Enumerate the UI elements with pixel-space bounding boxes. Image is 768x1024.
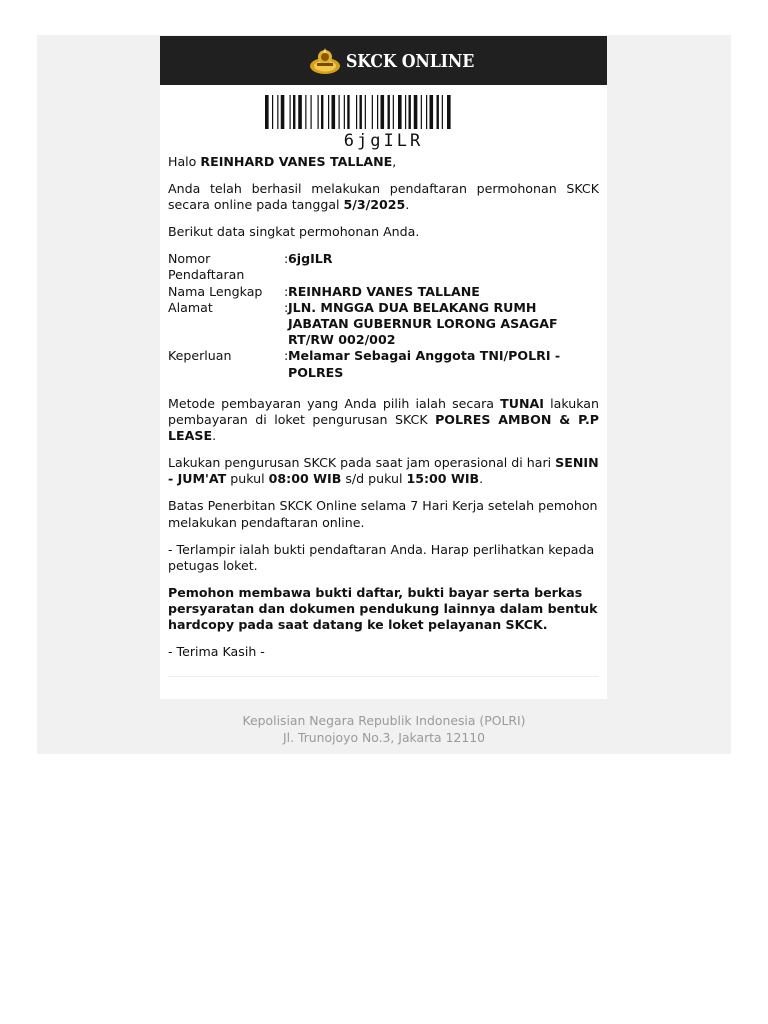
deadline-paragraph: Batas Penerbitan SKCK Online selama 7 Hari Kerja setelah pemohon melakukan pendaftaran online.: [168, 498, 598, 530]
operating-days: SENIN - JUM'AT: [168, 455, 599, 487]
divider: [168, 676, 599, 677]
barcode-value: 6jgILR: [343, 131, 424, 151]
detail-label: Nama Lengkap: [168, 283, 263, 299]
payment-method: TUNAI: [500, 395, 544, 411]
closing-text: - Terima Kasih -: [168, 644, 265, 660]
notice-paragraph: Pemohon membawa bukti daftar, bukti bayar serta berkas persyaratan dan dokumen pendukung lainnya dalam bentuk hardcopy pada saat datang ke loket pelayanan SKCK.: [168, 584, 598, 633]
detail-value: REINHARD VANES TALLANE: [288, 283, 480, 299]
detail-label: Nomor Pendaftaran: [168, 251, 245, 283]
attached-paragraph: - Terlampir ialah bukti pendaftaran Anda. Harap perlihatkan kepada petugas loket.: [168, 541, 595, 573]
email-body: [168, 154, 599, 671]
email-footer: [37, 713, 731, 746]
payment-paragraph: Metode pembayaran yang Anda pilih ialah secara TUNAI lakukan pembayaran di loket pengurusan SKCK POLRES AMBON & P.P LEASE.: [168, 395, 599, 444]
footer-address: Jl. Trunojoyo No.3, Jakarta 12110: [282, 729, 485, 745]
detail-label: Alamat: [168, 299, 213, 315]
barcode-icon: [265, 95, 503, 129]
skck-logo: [308, 46, 492, 76]
hours-paragraph: Lakukan pengurusan SKCK pada saat jam operasional di hari SENIN - JUM'AT pukul 08:00 WIB s/d pukul 15:00 WIB.: [168, 455, 599, 487]
closing-time: 15:00 WIB: [406, 471, 480, 487]
logo-text: SKCK ONLINE: [346, 50, 475, 72]
payment-office: POLRES AMBON & P.P LEASE: [168, 412, 599, 444]
detail-value: Melamar Sebagai Anggota TNI/POLRI - POLRES: [288, 348, 561, 380]
footer-organization: Kepolisian Negara Republik Indonesia (POLRI): [242, 713, 526, 728]
detail-label: Keperluan: [168, 348, 232, 364]
applicant-name: REINHARD VANES TALLANE: [200, 154, 393, 169]
registration-date: 5/3/2025: [343, 197, 406, 213]
detail-row: Nama Lengkap : REINHARD VANES TALLANE: [168, 284, 599, 300]
summary-intro: Berikut data singkat permohonan Anda.: [168, 224, 420, 240]
email-background: [37, 35, 731, 754]
detail-row: Nomor Pendaftaran : 6jgILR: [168, 251, 599, 283]
email-card: [160, 36, 607, 699]
intro-paragraph: Anda telah berhasil melakukan pendaftaran permohonan SKCK secara online pada tanggal 5/3/2025.: [168, 181, 599, 213]
email-header: [160, 36, 607, 85]
detail-row: Alamat : JLN. MNGGA DUA BELAKANG RUMH JABATAN GUBERNUR LORONG ASAGAF RT/RW 002/002: [168, 300, 599, 349]
detail-value: 6jgILR: [288, 251, 333, 267]
detail-value: JLN. MNGGA DUA BELAKANG RUMH JABATAN GUBERNUR LORONG ASAGAF RT/RW 002/002: [288, 299, 558, 348]
registration-details: [168, 251, 599, 381]
polri-emblem-icon: [308, 46, 342, 76]
detail-row: Keperluan : Melamar Sebagai Anggota TNI/POLRI - POLRES: [168, 348, 599, 380]
greeting: Halo REINHARD VANES TALLANE,: [168, 154, 397, 169]
opening-time: 08:00 WIB: [268, 471, 342, 487]
